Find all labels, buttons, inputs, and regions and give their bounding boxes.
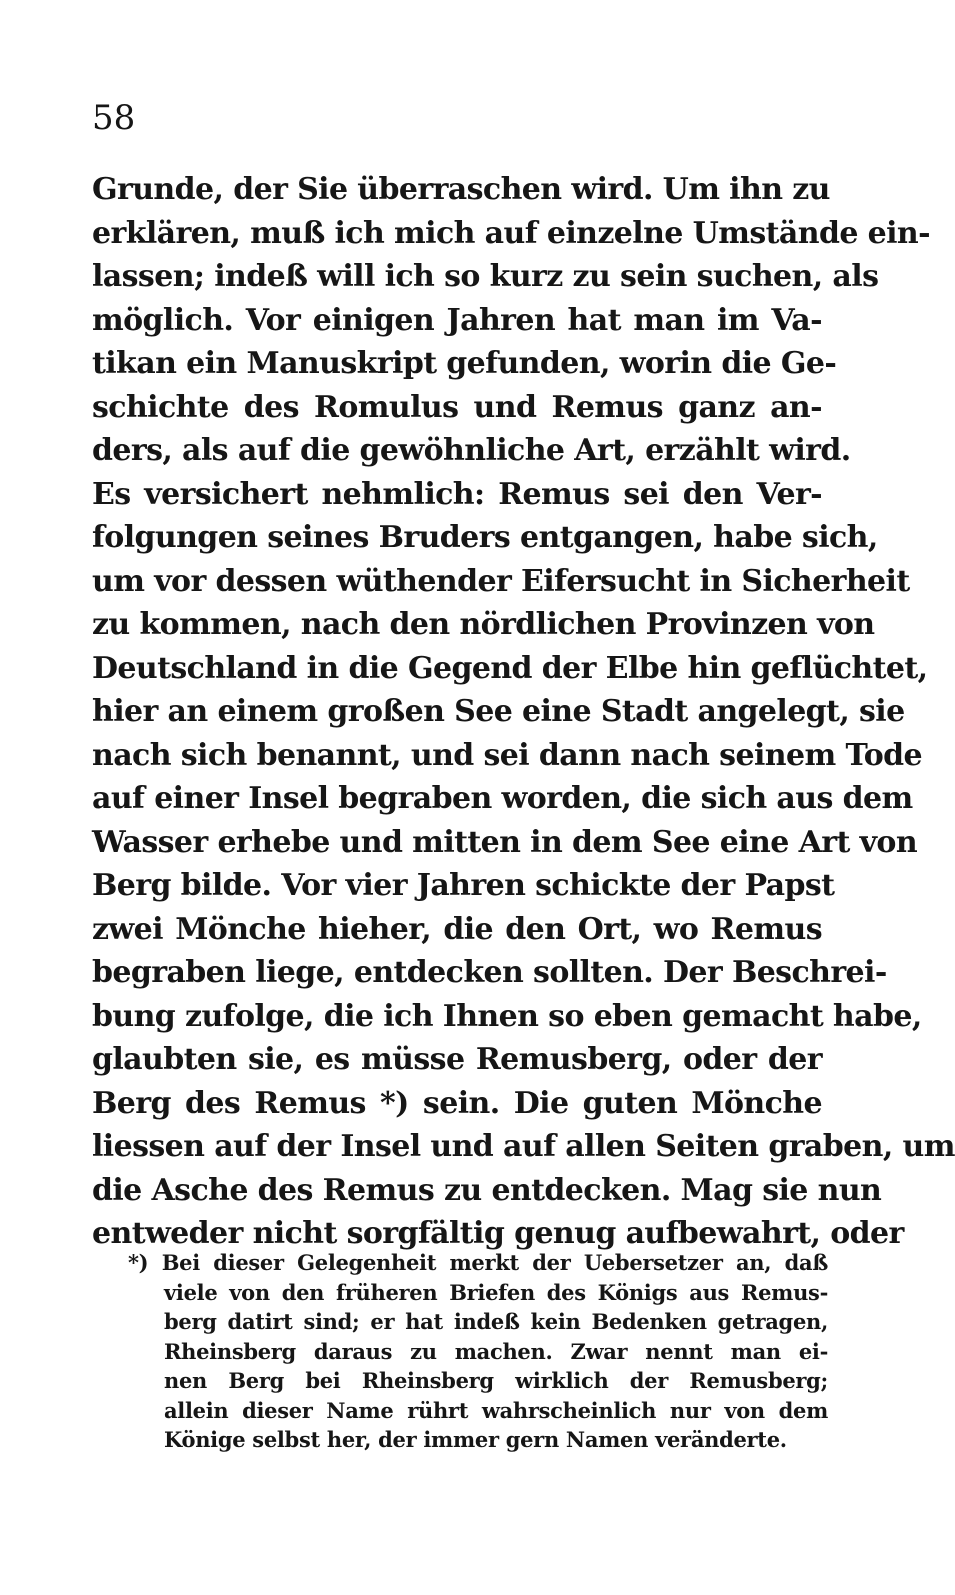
body-line: ders, als auf die gewöhnliche Art, erzählt wird. — [92, 433, 851, 468]
body-line: Es versichert nehmlich: Remus sei den Ver- — [92, 476, 822, 512]
footnote-line: viele von den früheren Briefen des Königs aus Remus- — [164, 1279, 828, 1305]
body-line: Berg des Remus *) sein. Die guten Mönche — [92, 1085, 822, 1121]
body-line: um vor dessen wüthender Eifersucht in Sicherheit — [92, 563, 910, 599]
page-number: 58 — [92, 98, 136, 138]
body-line: erklären, muß ich mich auf einzelne Umstände ein- — [92, 215, 930, 251]
footnote-line: Rheinsberg daraus zu machen. Zwar nennt man ei- — [164, 1338, 828, 1364]
body-line: schichte des Romulus und Remus ganz an- — [92, 389, 822, 425]
footnote-line: allein dieser Name rührt wahrscheinlich nur von dem — [164, 1397, 828, 1423]
body-line: Grunde, der Sie überraschen wird. Um ihn zu — [92, 172, 830, 207]
body-line: begraben liege, entdecken sollten. Der Beschrei- — [92, 955, 887, 990]
footnote-line: Könige selbst her, der immer gern Namen veränderte. — [164, 1427, 787, 1452]
body-line: zwei Mönche hieher, die den Ort, wo Remus — [92, 911, 822, 947]
footnote — [128, 1248, 828, 1455]
footnote-line: nen Berg bei Rheinsberg wirklich der Remusberg; — [164, 1368, 828, 1393]
body-line: folgungen seines Bruders entgangen, habe sich, — [92, 520, 878, 555]
body-line: Berg bilde. Vor vier Jahren schickte der Papst — [92, 868, 835, 903]
body-text — [92, 168, 955, 1256]
body-line: Deutschland in die Gegend der Elbe hin geflüchtet, — [92, 650, 928, 686]
body-line: Wasser erhebe und mitten in dem See eine Art von — [92, 824, 918, 860]
body-line: glaubten sie, es müsse Remusberg, oder der — [92, 1042, 822, 1077]
footnote-line: berg datirt sind; er hat indeß kein Bedenken getragen, — [164, 1309, 828, 1334]
body-line: hier an einem großen See eine Stadt angelegt, sie — [92, 694, 905, 729]
body-line: entweder nicht sorgfältig genug aufbewahrt, oder — [92, 1216, 904, 1251]
body-line: auf einer Insel begraben worden, die sich aus dem — [92, 781, 913, 816]
body-line: möglich. Vor einigen Jahren hat man im Va- — [92, 302, 822, 338]
body-line: die Asche des Remus zu entdecken. Mag sie nun — [92, 1172, 882, 1208]
body-line: nach sich benannt, und sei dann nach seinem Tode — [92, 737, 922, 773]
body-line: bung zufolge, die ich Ihnen so eben gemacht habe, — [92, 998, 922, 1034]
body-line: tikan ein Manuskript gefunden, worin die Ge- — [92, 346, 837, 381]
body-line: liessen auf der Insel und auf allen Seiten graben, um — [92, 1129, 955, 1164]
body-line: zu kommen, nach den nördlichen Provinzen von — [92, 607, 875, 642]
body-line: lassen; indeß will ich so kurz zu sein suchen, als — [92, 259, 879, 294]
footnote-line: *) Bei dieser Gelegenheit merkt der Uebersetzer an, daß — [128, 1250, 828, 1275]
